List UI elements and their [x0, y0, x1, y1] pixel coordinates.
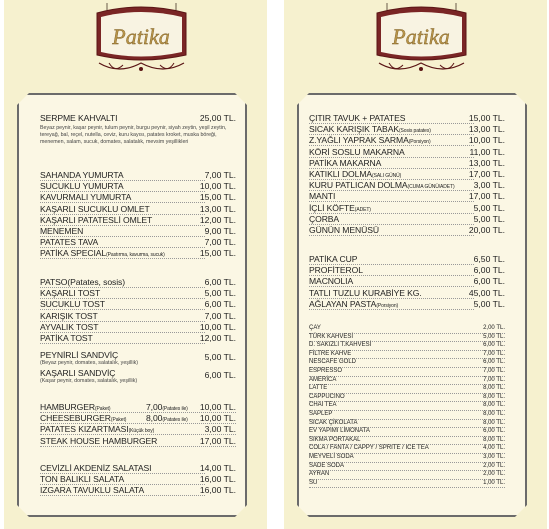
item-price: 7,00 TL.: [204, 310, 236, 321]
drink-name: ÇAY: [309, 325, 321, 331]
menu-item-name: [40, 192, 131, 202]
patika-sign-logo: [369, 3, 474, 83]
menu-item-name: [40, 463, 151, 473]
menu-item-name: [309, 288, 422, 298]
menu-item-name: [40, 248, 165, 258]
menu-item-name: [40, 215, 152, 225]
drink-name: D. SAKIZLI T.KAHVESİ: [309, 342, 372, 349]
drink-price: 1,00 TL.: [483, 479, 505, 486]
item-price: 6,00 TL.: [473, 265, 505, 276]
item-price: 15,00 TL.: [468, 113, 505, 123]
dotted-leader: [309, 470, 505, 471]
menu-page-left: [4, 0, 267, 529]
item-note: (Porsiyon): [376, 302, 399, 309]
item-name: KAŞARLI SANDVİÇ: [40, 368, 116, 378]
item-name: SUCUKLU TOST: [40, 299, 105, 310]
item-price: 15,00 TL.: [199, 192, 236, 203]
item-price: 16,00 TL.: [199, 474, 236, 485]
drink-name: SICAK ÇİKOLATA: [309, 419, 358, 426]
menu-item-name: [40, 299, 105, 309]
drink-price: 6,00 TL.: [483, 428, 505, 435]
item-mid-price: [146, 402, 188, 412]
drink-name: COLA / FANTA / CAPPY / SPRITE / ICE TEA: [309, 445, 429, 452]
menu-item-name: [309, 113, 405, 123]
dotted-leader: [309, 479, 505, 480]
item-note: (Sosis patates): [398, 128, 431, 135]
drink-price: 6,00 TL.: [483, 359, 505, 366]
item-name: PATSO(Patates, sosis): [40, 277, 125, 287]
item-price: 17,00 TL.: [468, 169, 505, 179]
menu-item-name: [309, 124, 431, 134]
menu-item-name: [309, 276, 353, 286]
item-name: KARIŞIK TOST: [40, 310, 98, 321]
item-price: 5,00 TL.: [204, 288, 236, 299]
drink-price: 2,00 TL.: [483, 462, 505, 469]
drink-price: 7,00 TL.: [483, 368, 505, 374]
menu-item-name: [40, 311, 98, 321]
item-price: 10,00 TL.: [199, 181, 236, 192]
menu-item-name: [309, 180, 455, 190]
item-name: MACNOLIA: [309, 276, 354, 287]
item-name: PEYNİRLİ SANDVİÇ: [40, 350, 119, 360]
menu-page-right: [284, 0, 547, 529]
menu-item-name: [40, 413, 126, 423]
item-name: PATİKA SPECIAL: [40, 248, 107, 259]
item-price: 16,00 TL.: [199, 485, 236, 496]
dotted-leader: [309, 401, 505, 402]
menu-item-name: [309, 225, 379, 235]
item-price: 9,00 TL.: [204, 226, 236, 236]
item-price: 20,00 TL.: [468, 225, 505, 235]
item-price: 3,00 TL.: [473, 180, 505, 191]
item-name: TATLI TUZLU KURABİYE KG.: [309, 287, 422, 298]
dotted-leader: [309, 235, 474, 236]
item-note: (Paket): [110, 417, 127, 424]
menu-item-name: [40, 204, 150, 214]
item-price: 17,00 TL.: [199, 435, 236, 446]
drink-name: NESCAFE GOLD: [309, 359, 357, 366]
item-price: 13,00 TL.: [468, 157, 505, 168]
item-name: AYVALIK TOST: [40, 321, 99, 332]
dotted-leader: [309, 309, 474, 310]
item-price: 11,00 TL.: [469, 146, 505, 157]
mid-price: 7,00: [146, 402, 163, 412]
item-name: STEAK HOUSE HAMBURGER: [40, 435, 158, 446]
menu-item-name: [40, 333, 93, 343]
drink-price: 6,00 TL.: [483, 342, 505, 349]
drink-price: 8,00 TL.: [483, 385, 505, 392]
item-name: ÇORBA: [309, 213, 340, 224]
item-name: AĞLAYAN PASTA: [309, 298, 377, 309]
drink-price: 8,00 TL.: [483, 393, 505, 400]
item-mid-price: [146, 413, 188, 423]
item-price: 12,00 TL.: [199, 333, 236, 343]
menu-item-name: [40, 402, 110, 412]
item-name: Z.YAĞLI YAPRAK SARMA: [309, 135, 409, 146]
drink-price: 8,00 TL.: [483, 436, 505, 443]
breakfast-price: 25,00 TL.: [199, 113, 236, 123]
item-name: CHEESEBURGER: [40, 413, 111, 424]
item-price: 6,50 TL.: [473, 254, 505, 264]
item-name: SICAK KARIŞIK TABAK: [309, 124, 399, 135]
drink-name: ESPRESSO: [309, 368, 343, 374]
item-name: PATİKA TOST: [40, 333, 93, 343]
menu-item-name: [309, 169, 401, 179]
drink-name: SU: [309, 479, 318, 486]
menu-item-name: [40, 424, 154, 434]
drink-name: SIKMA PORTAKAL: [309, 436, 361, 443]
item-note: (Paket): [94, 406, 111, 412]
item-price: 5,00 TL.: [473, 298, 505, 309]
drink-name: EV YAPIMI LİMONATA: [309, 428, 370, 435]
item-note: (Küçük boy): [128, 428, 155, 435]
item-price: 6,00 TL.: [204, 299, 236, 310]
item-price: 14,00 TL.: [199, 463, 236, 473]
item-note: (ADET): [354, 206, 371, 213]
item-description: (Beyaz peynir, domates, salatalık, yeşillik): [40, 360, 139, 366]
drink-name: TÜRK KAHVESİ: [309, 333, 354, 340]
dotted-leader: [309, 410, 505, 411]
drink-name: CAPPUCINO: [309, 393, 345, 400]
item-name: KAŞARLI TOST: [40, 288, 101, 299]
item-name: İÇLİ KÖFTE: [309, 202, 355, 213]
item-price: 17,00 TL.: [468, 191, 505, 202]
item-name: PATATES KIZARTMASI: [40, 424, 129, 435]
item-price: 5,00 TL.: [473, 213, 505, 224]
dotted-leader: [40, 258, 205, 259]
menu-item-name: [309, 254, 357, 264]
menu-item-name: [40, 485, 144, 495]
dotted-leader: [40, 495, 205, 496]
dotted-leader: [309, 384, 505, 385]
drink-price: 8,00 TL.: [483, 419, 505, 426]
item-name: ÇITIR TAVUK + PATATES: [309, 113, 406, 123]
item-price: 3,00 TL.: [204, 424, 236, 435]
item-price: 7,00 TL.: [204, 237, 236, 248]
menu-item-name: [309, 191, 335, 201]
item-note: (Pastırma, kavurma, sucuk): [106, 252, 165, 259]
item-name: KATIKLI DOLMA: [309, 169, 373, 179]
menu-item-name: [309, 214, 339, 224]
item-price: 45,00 TL.: [468, 287, 505, 298]
drink-name: MEYVELİ SODA: [309, 454, 354, 460]
drink-price: 4,00 TL.: [483, 445, 505, 452]
mid-price: 8,00: [146, 413, 163, 424]
item-name: KAŞARLI PATATESLİ OMLET: [40, 214, 153, 225]
dotted-leader: [309, 487, 505, 488]
drink-name: AYRAN: [309, 471, 330, 478]
item-name: KURU PATLICAN DOLMA: [309, 180, 408, 191]
item-price: 10,00 TL.: [199, 402, 236, 412]
drink-price: 2,00 TL.: [483, 471, 505, 478]
drink-name: SAPLEP: [309, 411, 333, 417]
menu-item-name: [40, 436, 157, 446]
item-name: MANTI: [309, 191, 336, 202]
menu-item-name: [40, 226, 83, 236]
drink-price: 7,00 TL.: [483, 350, 505, 357]
dotted-leader: [40, 446, 236, 447]
item-note: (SALI GÜNÜ): [372, 173, 402, 179]
drink-name: SADE SODA: [309, 462, 345, 469]
item-price: 15,00 TL.: [199, 248, 236, 259]
item-name: TON BALIKLI SALATA: [40, 474, 125, 485]
item-price: 12,00 TL.: [199, 214, 236, 225]
item-price: 6,00 TL.: [473, 276, 505, 287]
breakfast-title: SERPME KAHVALTI: [40, 113, 118, 123]
mid-note: (Patates ile): [162, 406, 188, 412]
menu-item-name: [309, 158, 381, 168]
breakfast-description: Beyaz peynir, kaşar peynir, tulum peynir, burgu peynir, siyah zeytin, yeşil zeytin, tereyağ, bal, reçel, nutella, ceviz, kuru kayısı, patates kroket, muska böreği, menemen, salam, sucuk, domates, salatalık, mevsim yeşillikleri: [40, 125, 227, 145]
dotted-leader: [309, 376, 505, 377]
mid-note: (Patates ile): [162, 417, 188, 424]
item-price: 10,00 TL.: [199, 321, 236, 332]
item-note: (CUMA GÜNÜ/ADET): [407, 184, 455, 191]
menu-item-name: [40, 170, 124, 180]
drink-price: 2,00 TL.: [483, 325, 505, 331]
item-name: IZGARA TAVUKLU SALATA: [40, 485, 145, 496]
menu-item-name: [40, 474, 124, 484]
item-description: (Kaşar peynir, domates, salatalık, yeşillik): [40, 378, 138, 384]
item-name: KÖRİ SOSLU MAKARNA: [309, 146, 405, 157]
drink-price: 7,00 TL.: [483, 376, 505, 383]
item-price: 7,00 TL.: [204, 170, 236, 180]
menu-item-name: [309, 147, 405, 157]
item-price: 13,00 TL.: [199, 203, 236, 214]
menu-item-name: [40, 237, 98, 247]
menu-item-name: [40, 322, 98, 332]
item-price: 13,00 TL.: [468, 124, 505, 135]
drink-price: 3,00 TL.: [483, 454, 505, 460]
patika-sign-logo: [89, 3, 194, 83]
drink-price: 8,00 TL.: [483, 402, 505, 409]
item-name: PROFİTEROL: [309, 265, 363, 276]
item-name: SUCUKLU YUMURTA: [40, 181, 124, 192]
menu-item-name: [309, 299, 398, 309]
item-name: HAMBURGER: [40, 402, 95, 412]
sign-brand: Patika: [392, 24, 450, 49]
drink-name: LATTE: [309, 385, 328, 392]
item-name: KAŞARLI SUCUKLU OMLET: [40, 203, 150, 214]
menu-item-name: [40, 288, 100, 298]
item-price: 5,00 TL.: [204, 352, 236, 362]
menu-item-name: [309, 135, 431, 145]
menu-item-name: [40, 181, 124, 191]
sign-brand: Patika: [112, 24, 170, 49]
menu-item-name: [40, 277, 125, 287]
item-note: (Porsiyon): [408, 139, 431, 146]
menu-item-name: [309, 203, 371, 213]
item-name: MENEMEN: [40, 226, 84, 236]
item-name: KAVURMALI YUMURTA: [40, 192, 132, 203]
item-name: GÜNÜN MENÜSÜ: [309, 225, 379, 235]
item-price: 10,00 TL.: [199, 413, 236, 424]
drink-name: AMERİCA: [309, 376, 337, 383]
item-price: 6,00 TL.: [204, 370, 236, 380]
drink-name: FİLTRE KAHVE: [309, 350, 352, 357]
item-price: 6,00 TL.: [204, 277, 236, 287]
item-name: PATİKA MAKARNA: [309, 157, 382, 168]
item-price: 5,00 TL.: [473, 202, 505, 213]
drink-price: 8,00 TL.: [483, 411, 505, 417]
menu-item-name: [309, 265, 363, 275]
drink-price: 5,00 TL.: [483, 333, 505, 340]
item-name: PATİKA CUP: [309, 254, 358, 264]
drink-name: CHAI TEA: [309, 402, 337, 409]
dotted-leader: [40, 343, 205, 344]
item-name: PATATES TAVA: [40, 237, 99, 248]
item-name: SAHANDA YUMURTA: [40, 170, 124, 180]
item-name: CEVİZLİ AKDENİZ SALATASI: [40, 463, 152, 473]
item-price: 10,00 TL.: [468, 135, 505, 146]
